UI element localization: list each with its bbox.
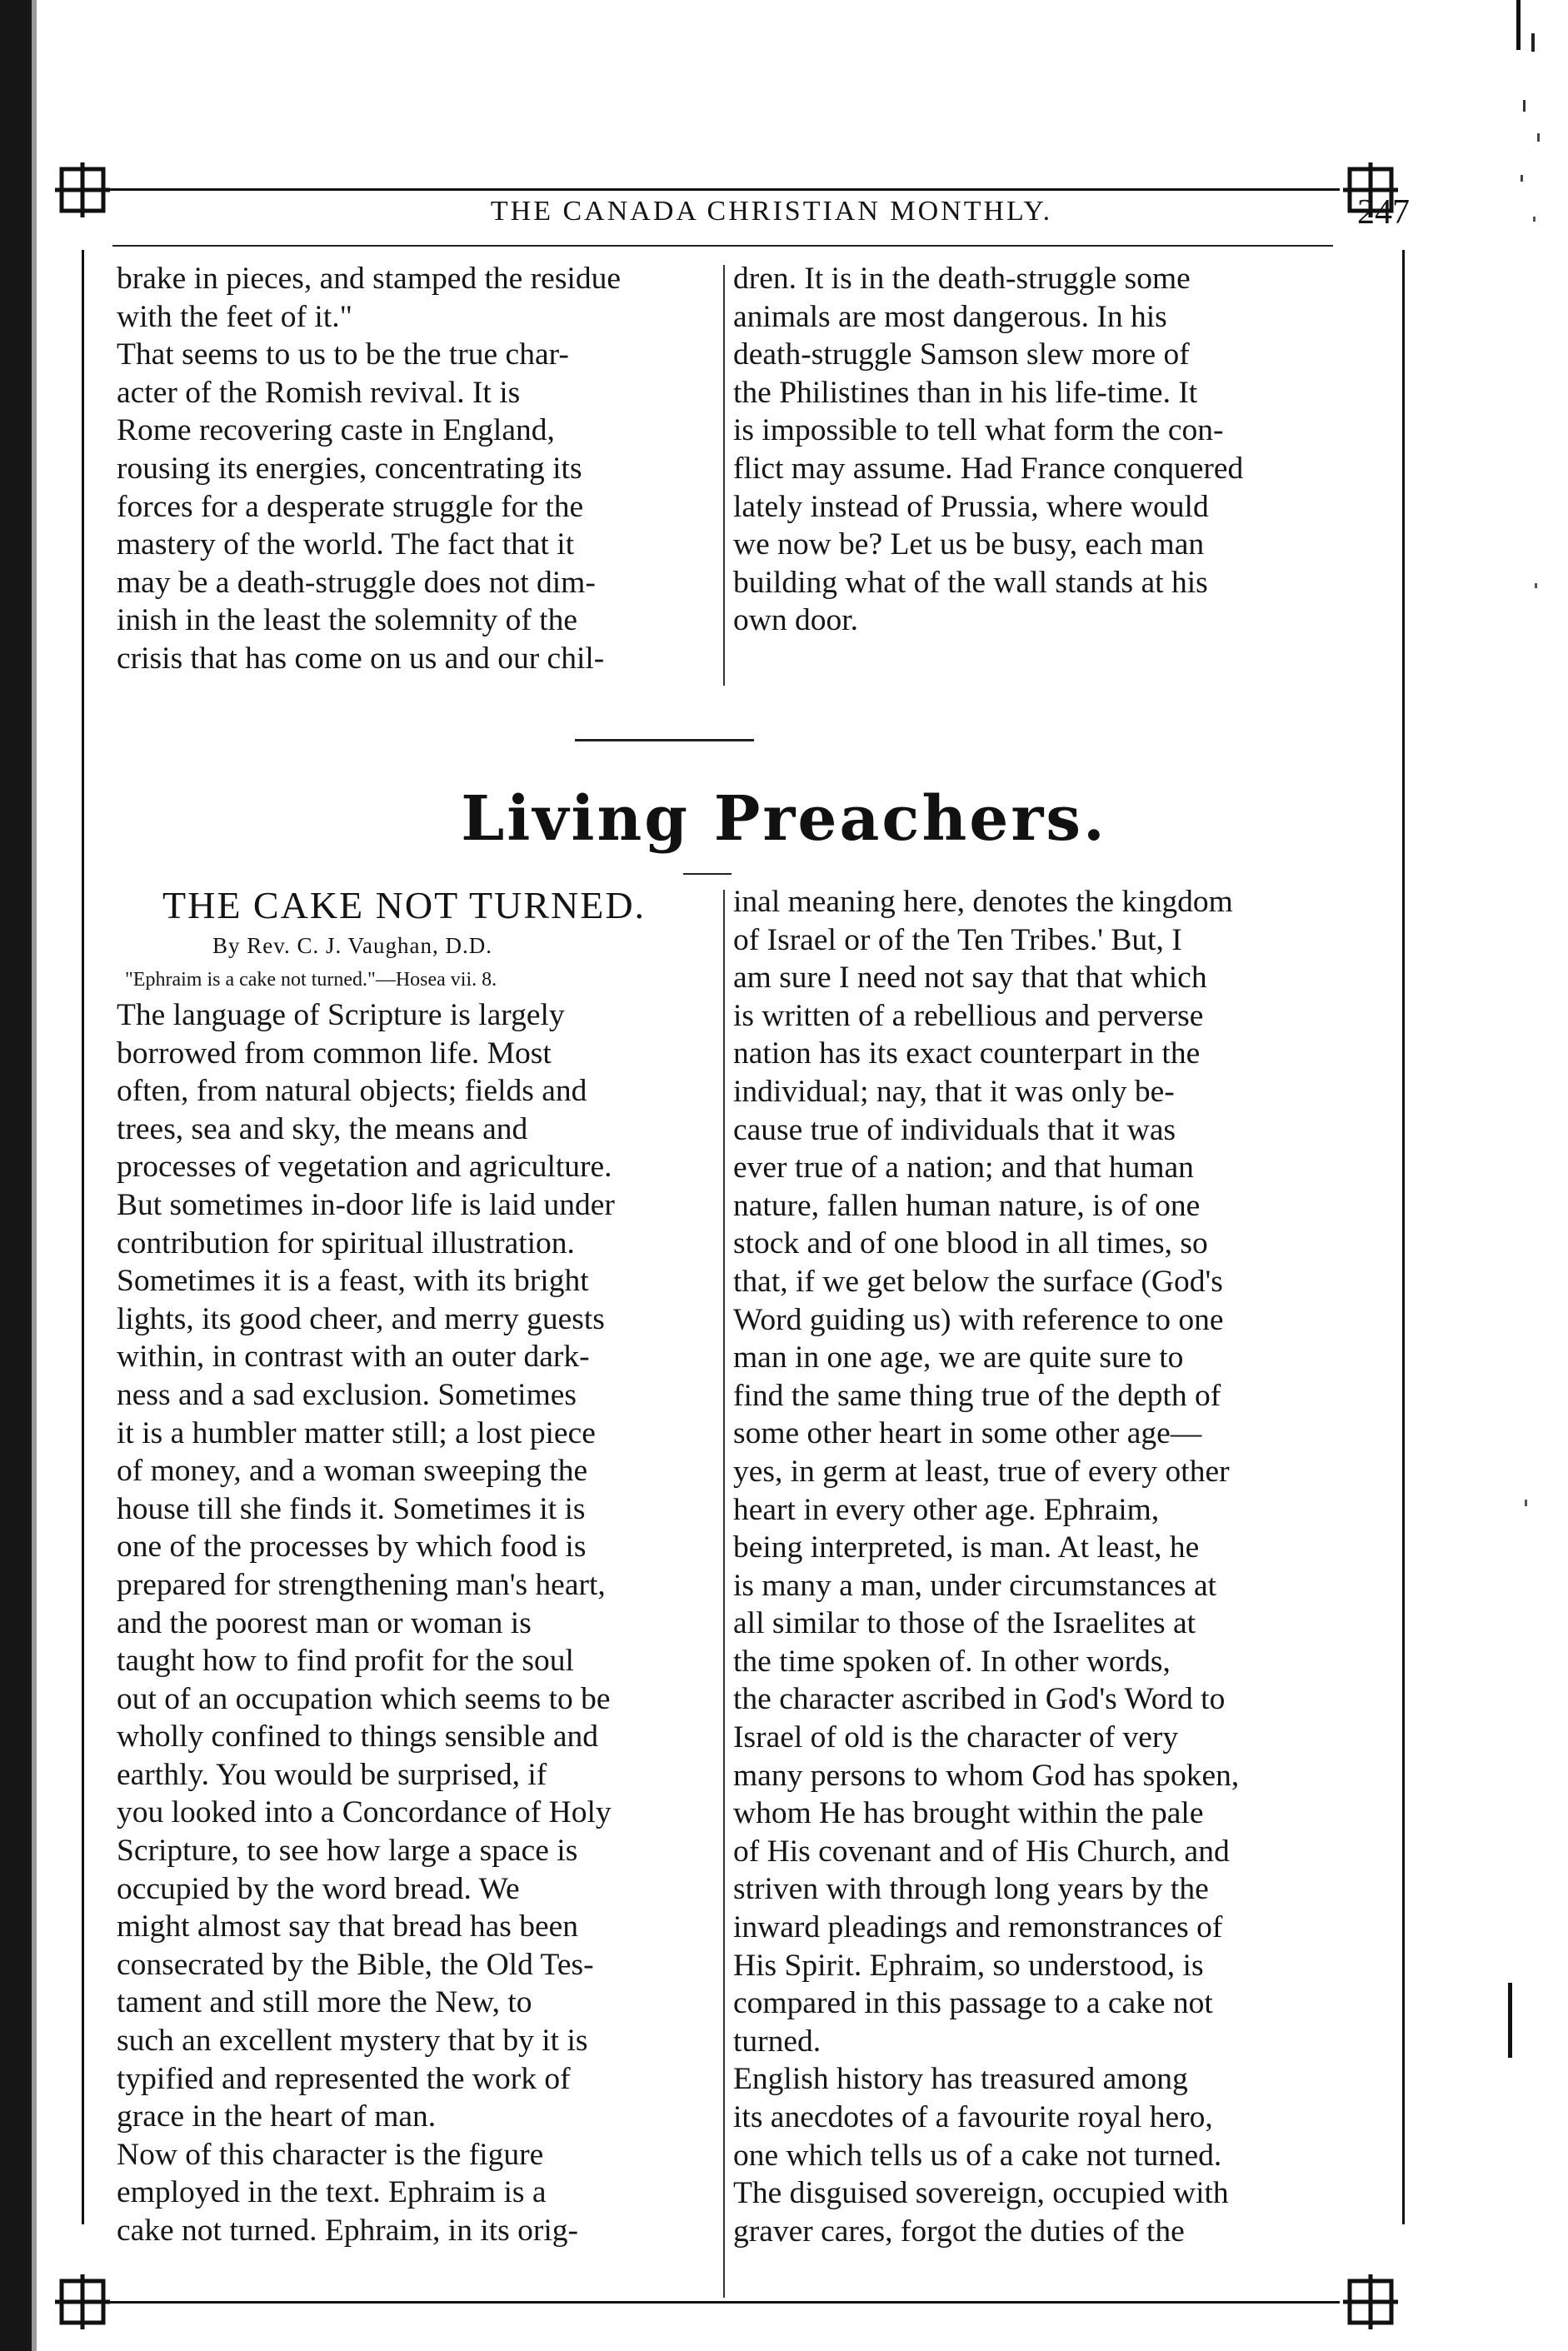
article-left-line: earthly. You would be surprised, if [117, 1757, 547, 1792]
top-right-line: is impossible to tell what form the con- [733, 413, 1224, 448]
article-right-line: inward pleadings and remonstrances of [733, 1910, 1223, 1945]
article-left-line: employed in the text. Ephraim is a [117, 2175, 547, 2210]
page-binding-shadow [32, 0, 37, 2351]
article-right-line: of Israel or of the Ten Tribes.' But, I [733, 922, 1182, 957]
journal-title: THE CANADA CHRISTIAN MONTHLY. [490, 196, 1053, 227]
corner-ornament-bottom-left [55, 2274, 110, 2329]
article-left-line: tament and still more the New, to [117, 1985, 532, 2020]
article-left-line: you looked into a Concordance of Holy [117, 1795, 612, 1830]
article-left-line: cake not turned. Ephraim, in its orig- [117, 2214, 579, 2248]
article-left-line: Scripture, to see how large a space is [117, 1834, 578, 1869]
article-right-line: striven with through long years by the [733, 1872, 1209, 1907]
scan-margin-specks [1500, 0, 1558, 2351]
top-right-line: building what of the wall stands at his [733, 565, 1208, 600]
top-right-line: own door. [733, 603, 858, 638]
article-right-line: all similar to those of the Israelites at [733, 1606, 1196, 1641]
article-right-line: some other heart in some other age— [733, 1416, 1202, 1451]
article-left-line: one of the processes by which food is [117, 1530, 587, 1565]
frame-bottom-line [107, 2301, 1340, 2304]
top-right-line: dren. It is in the death-struggle some [733, 262, 1191, 296]
top-left-line: mastery of the world. The fact that it [117, 527, 575, 562]
top-right-line: death-struggle Samson slew more of [733, 337, 1190, 372]
column-divider-top [723, 265, 725, 686]
top-left-line: forces for a desperate struggle for the [117, 489, 584, 524]
top-right-line: we now be? Let us be busy, each man [733, 527, 1205, 562]
article-right-line: compared in this passage to a cake not [733, 1986, 1213, 2021]
column-divider-article [723, 890, 725, 2298]
top-left-line: rousing its energies, concentrating its [117, 451, 582, 486]
article-left-line: consecrated by the Bible, the Old Tes- [117, 1947, 594, 1982]
frame-top-line [107, 188, 1340, 191]
article-right-line: one which tells us of a cake not turned. [733, 2138, 1222, 2173]
article-right-line: the character ascribed in God's Word to [733, 1682, 1226, 1717]
article-left-line: and the poorest man or woman is [117, 1605, 532, 1640]
article-left-line: typified and represented the work of [117, 2061, 571, 2096]
article-right-line: many persons to whom God has spoken, [733, 1758, 1240, 1793]
article-left-line: contribution for spiritual illustration. [117, 1225, 575, 1260]
page-binding-edge [0, 0, 32, 2351]
top-left-line: brake in pieces, and stamped the residue [117, 262, 621, 296]
article-left-line: borrowed from common life. Most [117, 1036, 552, 1071]
running-header [133, 193, 1410, 237]
article-right-line: English history has treasured among [733, 2062, 1188, 2097]
article-left-line: out of an occupation which seems to be [117, 1681, 611, 1716]
article-left-line: ness and a sad exclusion. Sometimes [117, 1377, 577, 1412]
article-right-line: whom He has brought within the pale [733, 1796, 1204, 1831]
article-left-line: within, in contrast with an outer dark- [117, 1340, 590, 1375]
top-left-line: acter of the Romish revival. It is [117, 375, 521, 410]
article-right-line: The disguised sovereign, occupied with [733, 2176, 1229, 2211]
section-separator-rule [575, 739, 754, 741]
top-left-line: That seems to us to be the true char- [117, 337, 569, 372]
article-right-line: being interpreted, is man. At least, he [733, 1530, 1200, 1565]
article-right-line: that, if we get below the surface (God's [733, 1264, 1223, 1299]
article-left-line: But sometimes in-door life is laid under [117, 1187, 615, 1222]
frame-left-line [82, 250, 84, 2224]
article-left-column [117, 996, 712, 2250]
top-left-line: crisis that has come on us and our chil- [117, 641, 605, 676]
article-right-line: yes, in germ at least, true of every other [733, 1454, 1230, 1489]
article-right-line: turned. [733, 2024, 821, 2059]
article-left-line: processes of vegetation and agriculture. [117, 1150, 612, 1185]
article-right-line: is many a man, under circumstances at [733, 1568, 1217, 1603]
article-left-line: Now of this character is the figure [117, 2137, 544, 2172]
article-epigraph: "Ephraim is a cake not turned."—Hosea vii. 8. [125, 969, 497, 991]
article-right-line: stock and of one blood in all times, so [733, 1226, 1208, 1261]
article-byline: By Rev. C. J. Vaughan, D.D. [212, 933, 492, 958]
article-left-line: of money, and a woman sweeping the [117, 1454, 588, 1489]
corner-ornament-bottom-right [1343, 2274, 1398, 2329]
top-left-column [117, 260, 712, 678]
article-left-line: often, from natural objects; fields and [117, 1074, 587, 1109]
article-right-line: of His covenant and of His Church, and [733, 1834, 1230, 1869]
top-left-line: Rome recovering caste in England, [117, 413, 555, 448]
article-right-line: man in one age, we are quite sure to [733, 1340, 1184, 1375]
article-right-line: Word guiding us) with reference to one [733, 1302, 1224, 1337]
top-right-line: lately instead of Prussia, where would [733, 489, 1209, 524]
article-left-line: it is a humbler matter still; a lost piece [117, 1415, 596, 1450]
article-left-line: Sometimes it is a feast, with its bright [117, 1264, 589, 1299]
header-rule [112, 245, 1333, 247]
article-right-line: the time spoken of. In other words, [733, 1644, 1171, 1679]
top-right-line: flict may assume. Had France conquered [733, 451, 1244, 486]
article-right-line: ever true of a nation; and that human [733, 1151, 1194, 1185]
article-left-line: such an excellent mystery that by it is [117, 2024, 588, 2059]
article-right-line: Israel of old is the character of very [733, 1720, 1179, 1755]
top-left-line: with the feet of it." [117, 299, 352, 334]
article-right-line: His Spirit. Ephraim, so understood, is [733, 1948, 1204, 1983]
article-left-line: occupied by the word bread. We [117, 1871, 520, 1906]
page-number: 247 [1357, 193, 1410, 232]
article-right-line: graver cares, forgot the duties of the [733, 2214, 1185, 2249]
article-left-line: The language of Scripture is largely [117, 998, 565, 1032]
top-right-line: the Philistines than in his life-time. It [733, 375, 1198, 410]
article-left-line: might almost say that bread has been [117, 1909, 579, 1944]
top-left-line: inish in the least the solemnity of the [117, 603, 578, 638]
top-left-line: may be a death-struggle does not dim- [117, 565, 596, 600]
top-right-line: animals are most dangerous. In his [733, 299, 1167, 334]
article-right-line: cause true of individuals that it was [733, 1112, 1176, 1147]
article-left-line: grace in the heart of man. [117, 2099, 437, 2134]
article-left-line: wholly confined to things sensible and [117, 1720, 599, 1755]
article-right-line: nation has its exact counterpart in the [733, 1036, 1201, 1071]
article-left-line: lights, its good cheer, and merry guests [117, 1301, 605, 1336]
article-left-line: trees, sea and sky, the means and [117, 1111, 528, 1146]
section-heading: Living Preachers. [461, 783, 1107, 855]
article-right-line: am sure I need not say that that which [733, 961, 1207, 996]
article-left-line: taught how to find profit for the soul [117, 1644, 574, 1679]
article-right-line: is written of a rebellious and perverse [733, 998, 1204, 1033]
article-right-column [733, 883, 1350, 2250]
article-right-line: inal meaning here, denotes the kingdom [733, 885, 1233, 919]
article-right-line: individual; nay, that it was only be- [733, 1074, 1175, 1109]
heading-rule [683, 873, 732, 875]
article-title: THE CAKE NOT TURNED. [162, 884, 647, 926]
frame-right-line [1402, 250, 1405, 2224]
article-right-line: find the same thing true of the depth of [733, 1378, 1221, 1413]
article-left-line: prepared for strengthening man's heart, [117, 1567, 606, 1602]
top-right-column [733, 260, 1350, 640]
article-right-line: heart in every other age. Ephraim, [733, 1492, 1160, 1527]
article-left-line: house till she finds it. Sometimes it is [117, 1491, 586, 1526]
article-right-line: its anecdotes of a favourite royal hero, [733, 2100, 1213, 2134]
article-right-line: nature, fallen human nature, is of one [733, 1188, 1201, 1223]
corner-ornament-top-left [55, 162, 110, 217]
